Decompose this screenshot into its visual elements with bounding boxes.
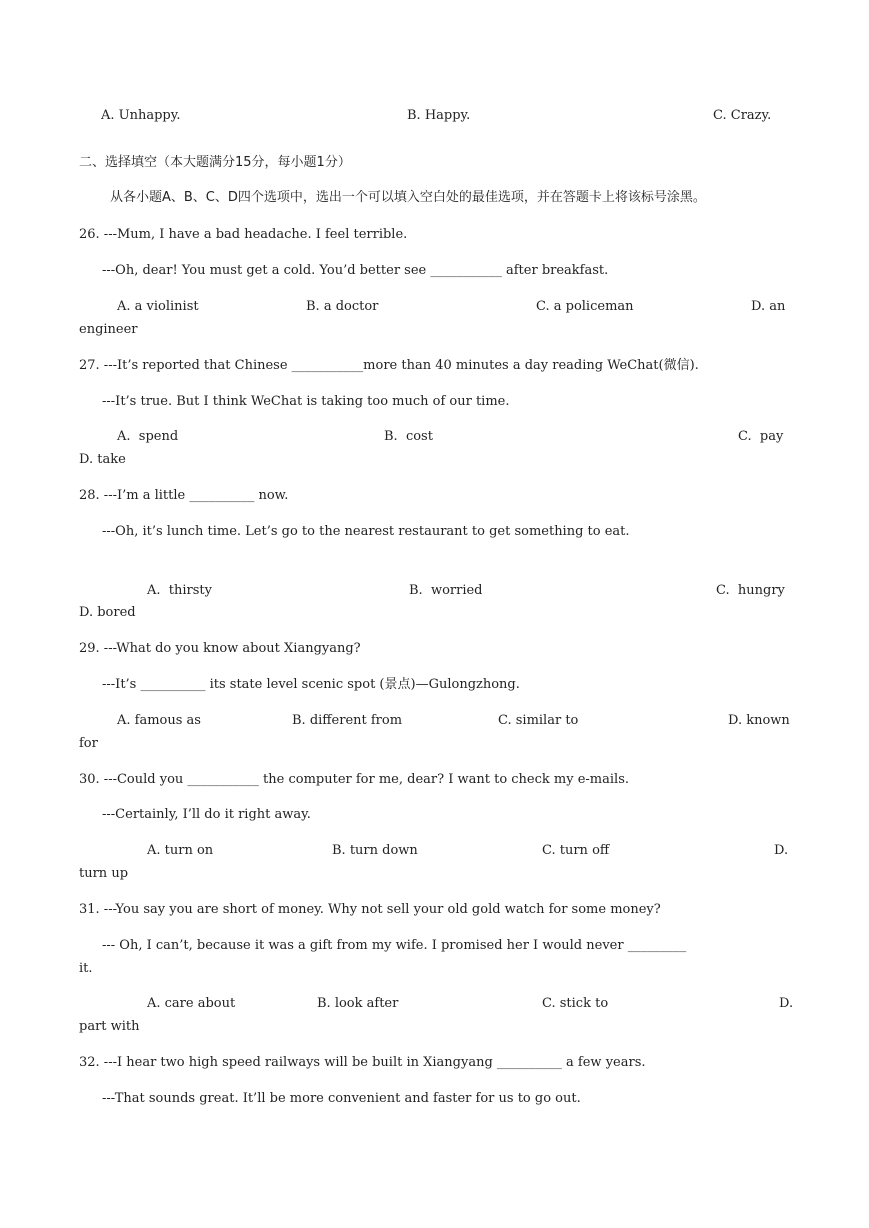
q26-option-d: D. an <box>751 299 786 314</box>
q29-option-d: D. known <box>728 713 790 728</box>
option-b: B. Happy. <box>407 108 471 123</box>
q27-option-d: D. take <box>79 452 126 467</box>
question-31-line: 31. ---You say you are short of money. Why not sell your old gold watch for some money? <box>79 902 661 917</box>
question-31-reply: --- Oh, I can’t, because it was a gift from my wife. I promised her I would never _________ <box>102 938 687 953</box>
q29-option-d-wrap: for <box>79 736 98 751</box>
section-title: 二、选择填空（本大题满分15分，每小题1分） <box>79 155 351 170</box>
q31-option-a: A. care about <box>147 996 236 1011</box>
question-32-reply: ---That sounds great. It’ll be more convenient and faster for us to go out. <box>102 1091 581 1106</box>
q26-option-b: B. a doctor <box>306 299 379 314</box>
q29-option-b: B. different from <box>292 713 403 728</box>
question-27-line: 27. ---It’s reported that Chinese ___________more than 40 minutes a day reading WeChat(微信). <box>79 358 699 373</box>
question-29-line: 29. ---What do you know about Xiangyang? <box>79 641 361 656</box>
question-28-reply: ---Oh, it’s lunch time. Let’s go to the nearest restaurant to get something to eat. <box>102 524 630 539</box>
option-a: A. Unhappy. <box>101 108 181 123</box>
q31-option-d: D. <box>779 996 794 1011</box>
q31-option-c: C. stick to <box>542 996 609 1011</box>
option-c: C. Crazy. <box>713 108 772 123</box>
q28-option-b: B. worried <box>409 583 483 598</box>
question-26-reply: ---Oh, dear! You must get a cold. You’d better see ___________ after breakfast. <box>102 263 609 278</box>
section-instruction: 从各小题A、B、C、D四个选项中，选出一个可以填入空白处的最佳选项，并在答题卡上将该标号涂黑。 <box>110 190 706 205</box>
q28-option-d: D. bored <box>79 605 136 620</box>
q27-option-c: C. pay <box>738 429 784 444</box>
question-30-reply: ---Certainly, I’ll do it right away. <box>102 807 311 822</box>
q30-option-b: B. turn down <box>332 843 418 858</box>
q28-option-c: C. hungry <box>716 583 785 598</box>
question-29-reply: ---It’s __________ its state level scenic spot (景点)—Gulongzhong. <box>102 677 520 692</box>
q29-option-c: C. similar to <box>498 713 579 728</box>
q28-option-a: A. thirsty <box>147 583 212 598</box>
q26-option-c: C. a policeman <box>536 299 634 314</box>
q30-option-c: C. turn off <box>542 843 610 858</box>
q27-option-b: B. cost <box>384 429 433 444</box>
q31-option-d-wrap: part with <box>79 1019 140 1034</box>
question-31-reply-wrap: it. <box>79 961 93 976</box>
question-26-line: 26. ---Mum, I have a bad headache. I feel terrible. <box>79 227 408 242</box>
q26-option-d-wrap: engineer <box>79 322 138 337</box>
q26-option-a: A. a violinist <box>117 299 199 314</box>
q30-option-d: D. <box>774 843 789 858</box>
q30-option-a: A. turn on <box>147 843 214 858</box>
question-28-line: 28. ---I’m a little __________ now. <box>79 488 289 503</box>
q29-option-a: A. famous as <box>117 713 201 728</box>
question-27-reply: ---It’s true. But I think WeChat is taking too much of our time. <box>102 394 510 409</box>
question-32-line: 32. ---I hear two high speed railways will be built in Xiangyang __________ a few years. <box>79 1055 646 1070</box>
question-30-line: 30. ---Could you ___________ the computer for me, dear? I want to check my e-mails. <box>79 772 629 787</box>
q27-option-a: A. spend <box>117 429 179 444</box>
q30-option-d-wrap: turn up <box>79 866 129 881</box>
q31-option-b: B. look after <box>317 996 399 1011</box>
